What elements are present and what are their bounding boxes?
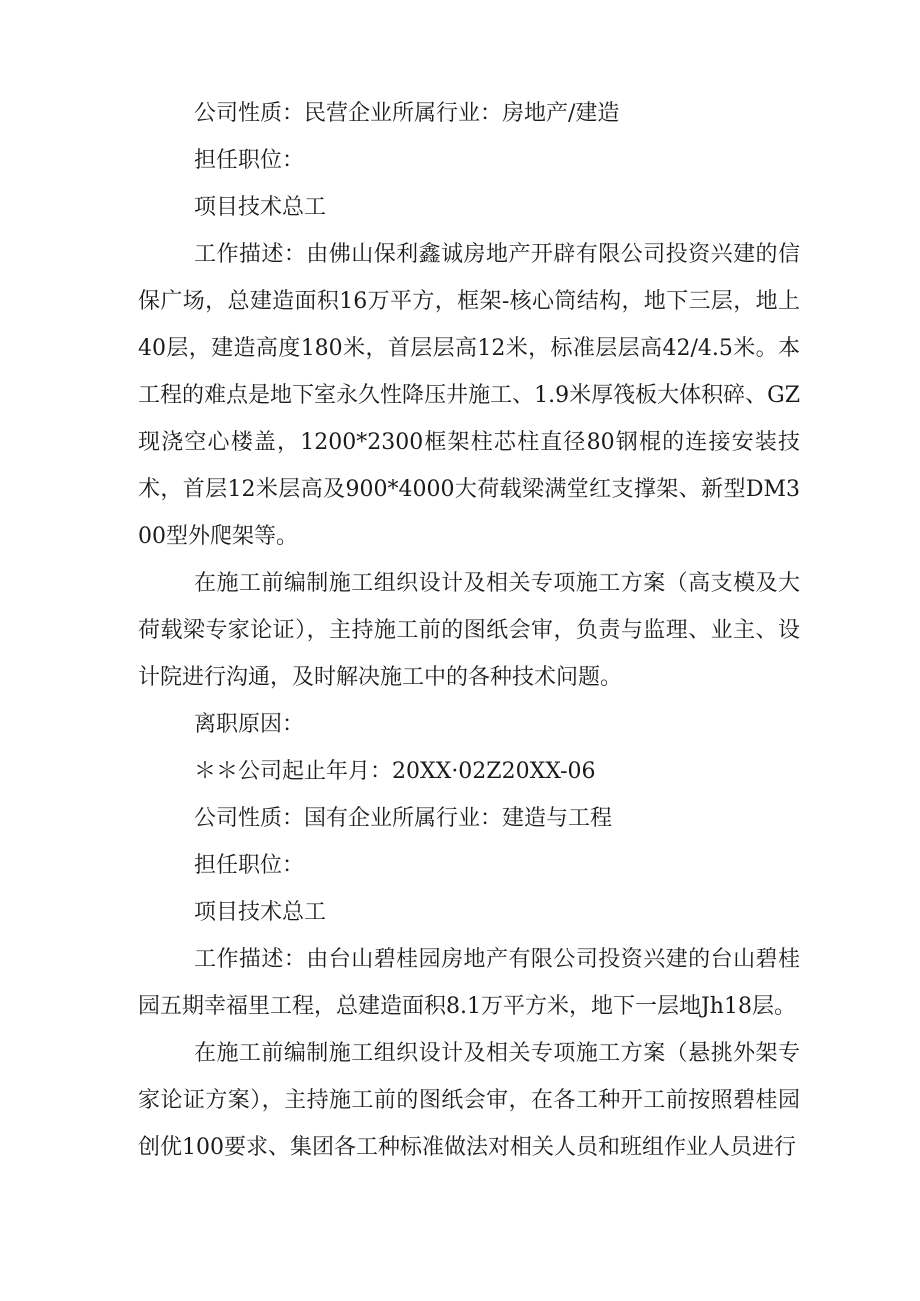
responsibility-paragraph-1: 在施工前编制施工组织设计及相关专项施工方案（高支模及大荷载梁专家论证），主持施工前的图纸会审，负责与监理、业主、设计院进行沟通，及时解决施工中的各种技术问题。 xyxy=(138,571,800,690)
company-nature-line-1: 公司性质：民营企业所属行业：房地产/建造 xyxy=(194,101,620,126)
responsibility-paragraph-2: 在施工前编制施工组织设计及相关专项施工方案（悬挑外架专家论证方案），主持施工前的图纸会审，在各工种开工前按照碧桂园创优100要求、集团各工种标准做法对相关人员和班组作业人员进行 xyxy=(138,1041,800,1160)
position-label-2: 担任职位： xyxy=(194,853,305,878)
company-period-line: ＊＊公司起止年月：20XX·02Z20XX-06 xyxy=(194,759,596,784)
position-label-1: 担任职位： xyxy=(194,148,305,173)
position-value-1: 项目技术总工 xyxy=(194,195,327,220)
job-description-1: 工作描述：由佛山保利鑫诚房地产开辟有限公司投资兴建的信保广场，总建造面积16万平方，框架-核心筒结构，地下三层，地上40层，建造高度180米，首层层高12米，标准层层高42/4.5米。本工程的难点是地下室永久性降压井施工、1.9米厚筏板大体积碎、GZ现浇空心楼盖，1200*2300框架柱芯柱直径80钢棍的连接安装技术，首层12米层高及900*4000大荷载梁满堂红支撑架、新型DM300型外爬架等。 xyxy=(138,242,800,549)
company-nature-line-2: 公司性质：国有企业所属行业：建造与工程 xyxy=(194,806,613,831)
job-description-2: 工作描述：由台山碧桂园房地产有限公司投资兴建的台山碧桂园五期幸福里工程，总建造面积8.1万平方米，地下一层地Jh18层。 xyxy=(138,947,800,1019)
position-value-2: 项目技术总工 xyxy=(194,900,327,925)
leaving-reason-label: 离职原因： xyxy=(194,712,305,737)
document-body xyxy=(138,90,800,1171)
